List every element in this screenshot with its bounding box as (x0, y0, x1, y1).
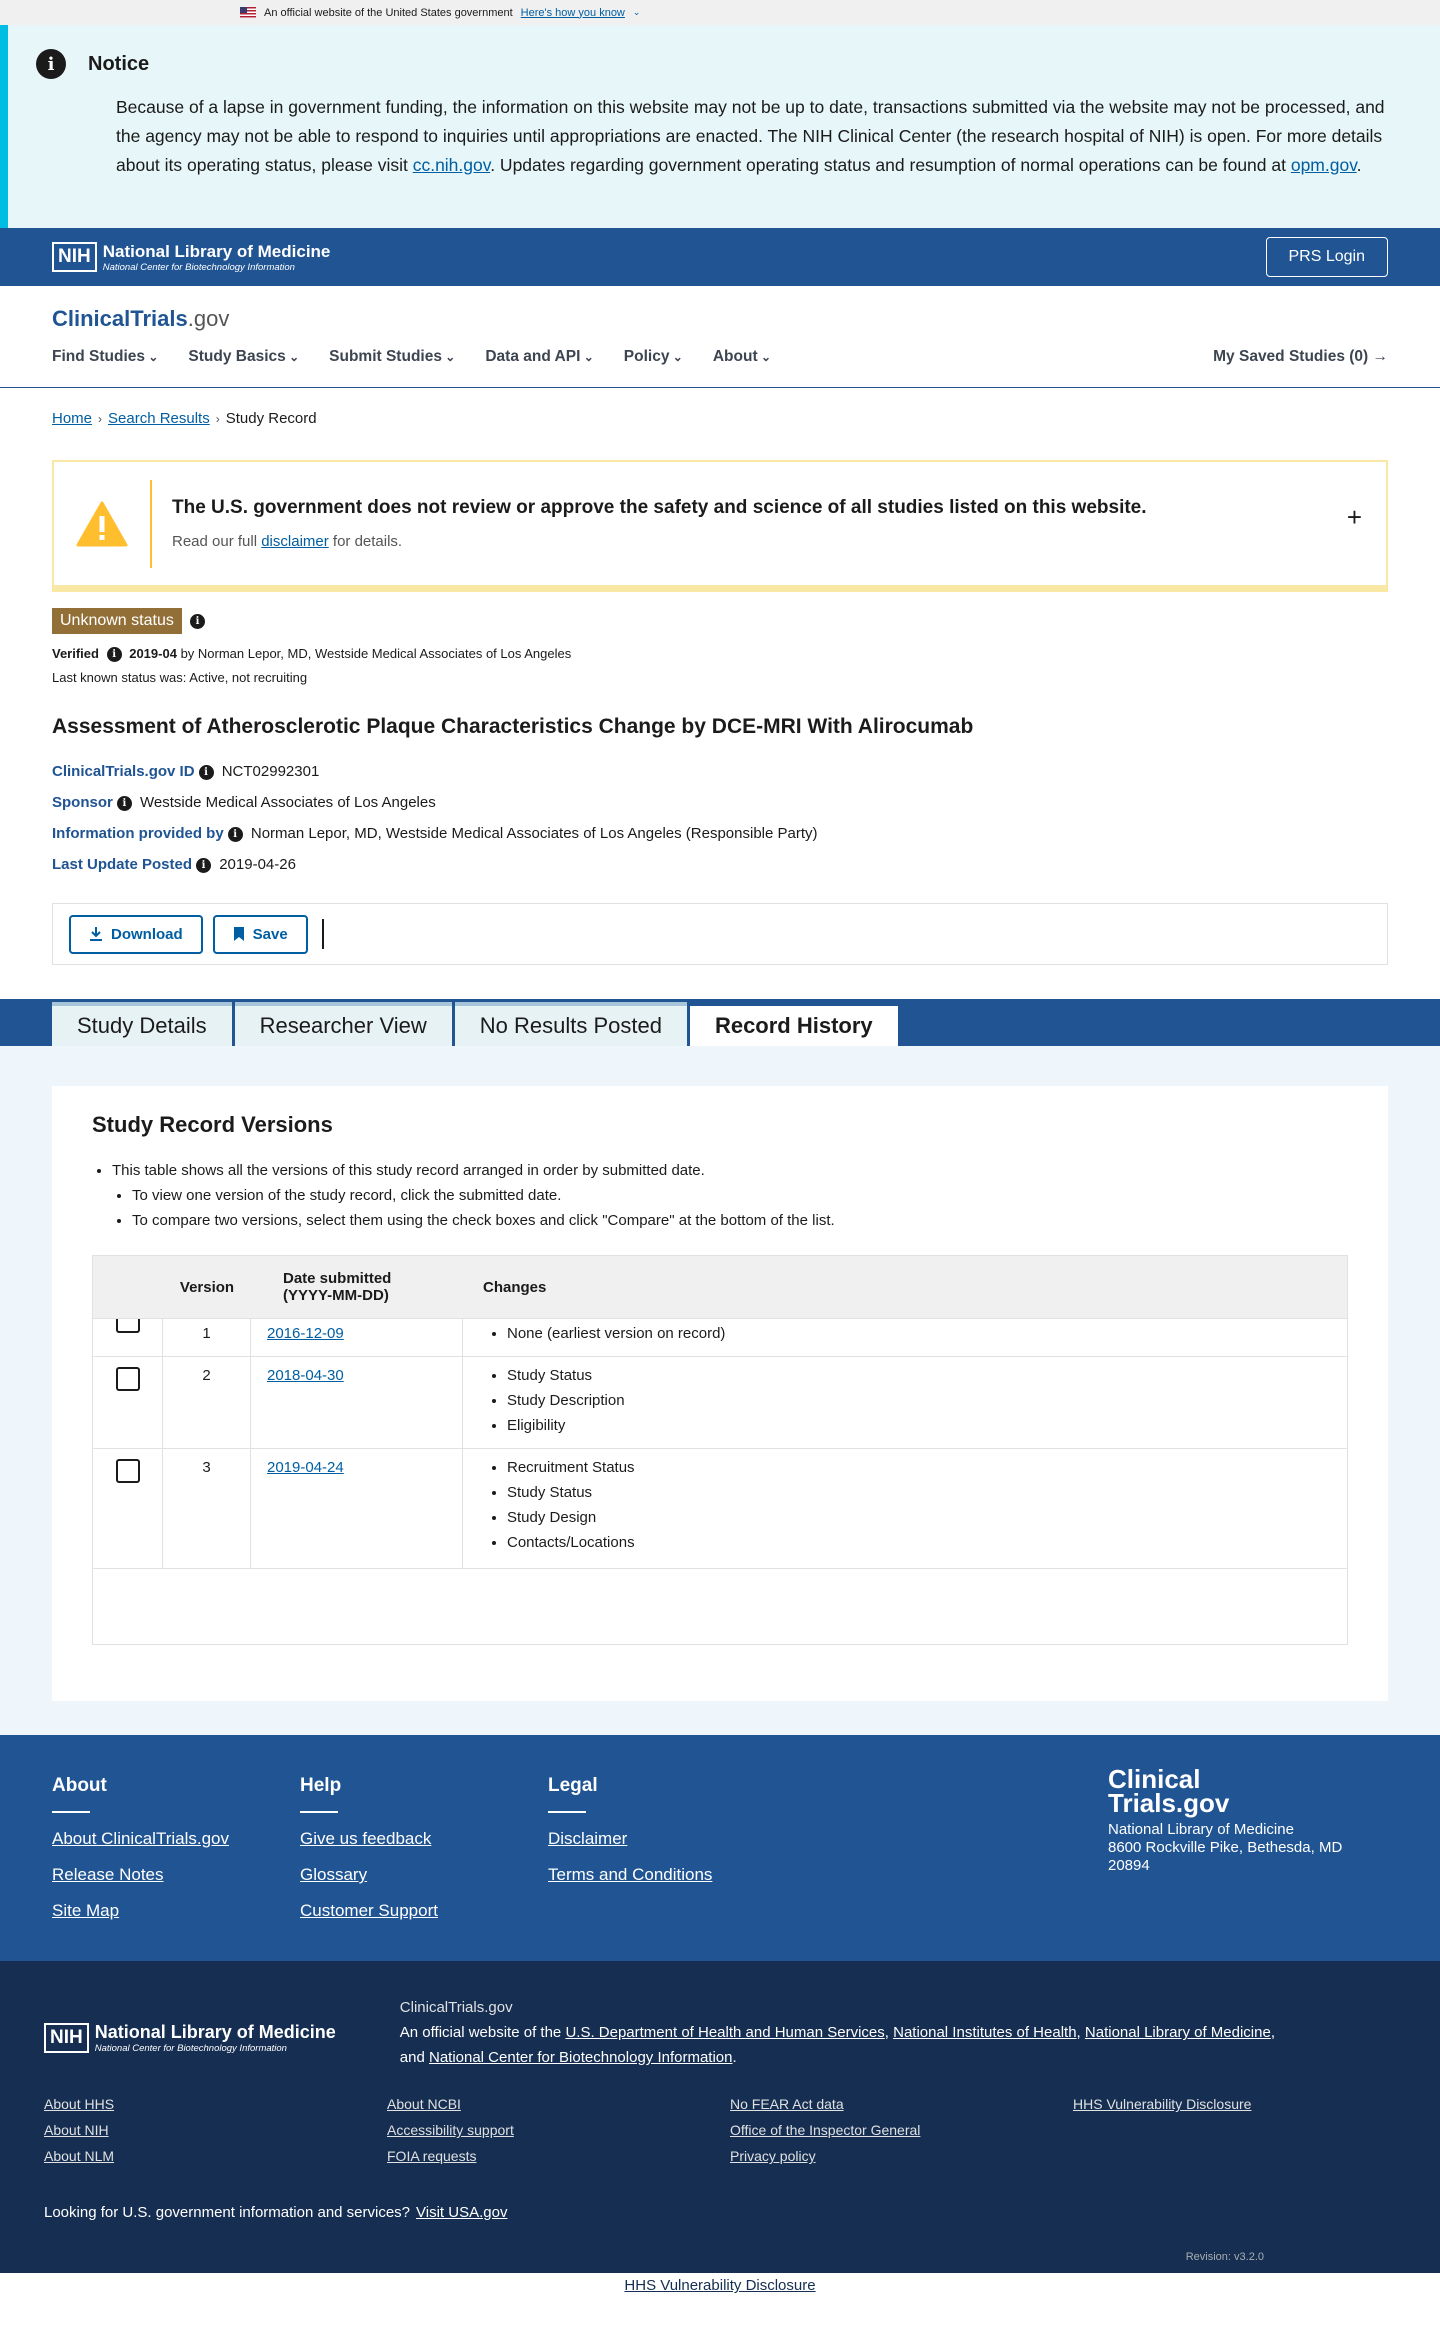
change-item: • Eligibility (507, 1417, 1347, 1434)
header-changes: Changes (483, 1278, 547, 1296)
change-item: • Contacts/Locations (507, 1534, 1347, 1551)
usa-gov-line (44, 2204, 1396, 2221)
disclaimer-text (172, 533, 1147, 550)
status-badge: Unknown status (52, 608, 182, 634)
nlm-title: National Library of Medicine (102, 241, 331, 261)
versions-card (52, 1086, 1388, 1701)
tab-researcher-view[interactable]: Researcher View (235, 1002, 452, 1046)
link-inspector-general[interactable]: Office of the Inspector General (730, 2122, 921, 2139)
info-icon: i (36, 49, 66, 79)
table-header (93, 1256, 1347, 1318)
download-label: Download (111, 925, 183, 943)
tab-study-details[interactable]: Study Details (52, 1002, 232, 1046)
version-number: 3 (163, 1449, 251, 1569)
info-icon[interactable]: i (117, 796, 132, 811)
chevron-down-icon: ⌄ (632, 7, 641, 17)
identifier-footer (0, 1961, 1440, 2273)
notice-alert (0, 25, 1440, 228)
footer-link-support[interactable]: Customer Support (300, 1901, 438, 1921)
warning-icon (76, 501, 128, 547)
footer-about (52, 1775, 300, 1933)
nav-find-studies[interactable]: Find Studies ⌄ (52, 348, 158, 366)
breadcrumb-search-results[interactable]: Search Results (108, 410, 210, 427)
info-icon[interactable]: i (199, 765, 214, 780)
us-flag-icon (240, 7, 256, 18)
last-update-label: Last Update Posted (52, 856, 193, 874)
table-footer-area (93, 1568, 1347, 1644)
info-provided-row (52, 825, 1388, 842)
versions-title: Study Record Versions (92, 1112, 333, 1138)
prs-login-button[interactable]: PRS Login (1266, 237, 1389, 277)
link-about-nih[interactable]: About NIH (44, 2122, 109, 2139)
ncbi-link[interactable]: National Center for Biotechnology Information (428, 2049, 733, 2067)
clinicaltrials-logo[interactable] (52, 306, 1388, 332)
nav-submit-studies[interactable]: Submit Studies ⌄ (329, 348, 455, 366)
sponsor-label: Sponsor (52, 794, 113, 812)
info-provided-value: Norman Lepor, MD, Westside Medical Associates of Los Angeles (Responsible Party) (250, 825, 818, 843)
tab-bar (0, 999, 1440, 1046)
breadcrumb-home[interactable]: Home (52, 410, 93, 427)
how-you-know-link[interactable]: Here's how you know (520, 6, 625, 19)
change-item: • Recruitment Status (507, 1459, 1347, 1476)
version-checkbox[interactable] (116, 1367, 140, 1391)
link-about-nlm[interactable]: About NLM (44, 2148, 115, 2165)
address-line-3: 20894 (1108, 1857, 1150, 1875)
divider (322, 919, 324, 949)
site-footer (0, 1735, 1440, 1961)
save-button[interactable] (213, 915, 308, 954)
link-privacy[interactable]: Privacy policy (730, 2148, 816, 2165)
breadcrumb-current: Study Record (225, 410, 317, 427)
change-item: • None (earliest version on record) (507, 1325, 1347, 1342)
footer-logo[interactable] (1108, 1764, 1342, 1819)
chevron-right-icon: › (215, 412, 220, 426)
logo-suffix: .gov (187, 306, 230, 331)
last-known-status: Last known status was: Active, not recruiting (52, 670, 308, 686)
change-item: • Study Status (507, 1484, 1347, 1501)
last-update-value: 2019-04-26 (219, 856, 296, 874)
info-icon[interactable]: i (190, 614, 205, 629)
nlm-logo[interactable] (52, 242, 330, 273)
disclaimer-pre: Read our full (172, 533, 262, 550)
nav-data-api[interactable]: Data and API ⌄ (485, 348, 593, 366)
nav-about[interactable]: About ⌄ (713, 348, 771, 366)
notice-text-1: Because of a lapse in government funding, the information on this website may not be up to date, transactions submitted via the website may not be processed, and the agency may not be able to respond to inquiries until appropriations are enacted. The NIH Clinical Center (the research hospital of NIH) is open. For more details about its operating status, please visit (116, 97, 1385, 175)
last-update-row (52, 856, 1388, 873)
table-row (93, 1356, 1347, 1448)
official-pre: An official website of the (399, 2024, 566, 2042)
footer-link-site-map[interactable]: Site Map (52, 1901, 120, 1921)
bookmark-icon (233, 926, 245, 942)
revision-label: Revision: v3.2.0 (1185, 2251, 1264, 2264)
instruction-main (112, 1162, 1348, 1229)
footer-nlm-subtitle: National Center for Biotechnology Information (94, 2042, 287, 2054)
saved-label: My Saved Studies (0) (1213, 348, 1369, 365)
expand-plus-icon[interactable]: + (1346, 502, 1362, 532)
disclaimer-alert (52, 460, 1388, 592)
usa-gov-link[interactable]: Visit USA.gov (416, 2204, 508, 2222)
verified-by: by Norman Lepor, MD, Westside Medical Associates of Los Angeles (180, 646, 572, 661)
info-provided-label: Information provided by (52, 825, 224, 843)
link-about-ncbi[interactable]: About NCBI (387, 2096, 461, 2113)
nav-policy[interactable]: Policy ⌄ (624, 348, 683, 366)
footer-link-release-notes[interactable]: Release Notes (52, 1865, 164, 1885)
version-number: 1 (163, 1319, 251, 1360)
gov-banner-text: An official website of the United States government (264, 6, 513, 19)
address-line-1: National Library of Medicine (1108, 1821, 1294, 1839)
versions-table (92, 1255, 1348, 1645)
footer-address (1108, 1821, 1342, 1875)
nih-logo-box: NIH (52, 242, 97, 272)
footer-link-terms[interactable]: Terms and Conditions (548, 1865, 713, 1885)
hhs-vulnerability-link[interactable]: HHS Vulnerability Disclosure (624, 2277, 816, 2295)
footer-legal-title: Legal (548, 1775, 598, 1797)
download-button[interactable] (69, 915, 203, 954)
table-row (93, 1318, 1347, 1356)
verified-date: 2019-04 (129, 646, 177, 661)
version-date-link[interactable]: 2018-04-30 (267, 1367, 344, 1385)
save-label: Save (252, 925, 288, 943)
download-icon (89, 926, 103, 942)
address-line-2: 8600 Rockville Pike, Bethesda, MD (1108, 1839, 1343, 1857)
change-item: • Study Status (507, 1367, 1347, 1384)
link-no-fear[interactable]: No FEAR Act data (730, 2096, 844, 2113)
footer-brand (1108, 1764, 1343, 1875)
bottom-link-bar (0, 2273, 1440, 2297)
header-date-line1: Date submitted (283, 1270, 392, 1288)
footer-nih-box: NIH (44, 2023, 89, 2053)
info-icon[interactable]: i (228, 827, 243, 842)
info-icon[interactable]: i (107, 647, 122, 662)
link-hhs-vulnerability[interactable]: HHS Vulnerability Disclosure (1073, 2096, 1252, 2113)
verified-label: Verified (52, 646, 99, 661)
disclaimer-title: The U.S. government does not review or approve the safety and science of all studies listed on this website. (172, 497, 1147, 518)
footer-link-feedback[interactable]: Give us feedback (300, 1829, 432, 1849)
instruction-sub-2: • To compare two versions, select them using the check boxes and click "Compare" at the bottom of the list. (132, 1212, 1348, 1229)
info-icon[interactable]: i (196, 858, 211, 873)
notice-text-2: . Updates regarding government operating status and resumption of normal operations can be found at (490, 155, 1291, 175)
nlm-bar (0, 228, 1440, 286)
nct-id-row (52, 763, 1388, 780)
nlm-link[interactable]: National Library of Medicine (1084, 2024, 1271, 2042)
header-date (251, 1270, 463, 1304)
nav-study-basics[interactable]: Study Basics ⌄ (188, 348, 299, 366)
opm-link[interactable]: opm.gov (1290, 155, 1357, 175)
footer-about-title: About (52, 1775, 107, 1797)
action-bar (52, 903, 1388, 965)
footer-agency-links (44, 2096, 1396, 2164)
study-title: Assessment of Atherosclerotic Plaque Characteristics Change by DCE-MRI With Alirocumab (52, 715, 974, 739)
header-version: Version (179, 1278, 235, 1296)
footer-nlm-logo[interactable] (44, 2005, 336, 2070)
version-checkbox[interactable] (116, 1459, 140, 1483)
version-checkbox[interactable] (116, 1319, 140, 1333)
version-date-link[interactable]: 2016-12-09 (267, 1325, 344, 1343)
disclaimer-post: for details. (328, 533, 403, 550)
footer-link-disclaimer[interactable]: Disclaimer (548, 1829, 628, 1849)
footer-help (300, 1775, 548, 1933)
table-row (93, 1448, 1347, 1568)
link-accessibility[interactable]: Accessibility support (387, 2122, 514, 2139)
nct-id-value: NCT02992301 (221, 763, 320, 781)
versions-instructions (92, 1162, 1348, 1229)
version-number: 2 (163, 1357, 251, 1452)
tab-no-results-posted[interactable]: No Results Posted (455, 1002, 687, 1046)
footer-logo-line1: Clinical (1108, 1764, 1201, 1795)
footer-site-name: ClinicalTrials.gov (399, 1999, 513, 2017)
header-date-line2: (YYYY-MM-DD) (283, 1287, 389, 1305)
notice-body (116, 93, 1388, 180)
gov-banner (0, 0, 1440, 25)
footer-link-about-ct[interactable]: About ClinicalTrials.gov (52, 1829, 229, 1849)
link-foia[interactable]: FOIA requests (387, 2148, 477, 2165)
and-text: and (399, 2049, 429, 2067)
record-history-panel (0, 1046, 1440, 1735)
link-about-hhs[interactable]: About HHS (44, 2096, 115, 2113)
instruction-sub-1: • To view one version of the study record, click the submitted date. (132, 1187, 1348, 1204)
logo-main: ClinicalTrials (52, 306, 188, 331)
footer-link-glossary[interactable]: Glossary (300, 1865, 368, 1885)
nlm-subtitle: National Center for Biotechnology Information (102, 261, 295, 273)
cc-nih-link[interactable]: cc.nih.gov (412, 155, 491, 175)
footer-help-title: Help (300, 1775, 342, 1797)
change-item: • Study Design (507, 1509, 1347, 1526)
official-website-text: ClinicalTrials.gov An official website of the U.S. Department of Health and Human Services, National Institutes of Health, National Library of Medicine, and National Center for Biotechnology Information. (400, 1995, 1275, 2070)
main-nav (52, 348, 771, 366)
notice-text-3: . (1356, 155, 1362, 175)
disclaimer-link[interactable]: disclaimer (261, 533, 329, 550)
chevron-right-icon: › (98, 412, 103, 426)
nct-id-label: ClinicalTrials.gov ID (52, 763, 195, 781)
arrow-right-icon: → (1372, 348, 1388, 365)
footer-legal (548, 1775, 796, 1933)
site-header (0, 286, 1440, 388)
notice-title: Notice (88, 52, 150, 75)
verified-line (52, 646, 1388, 662)
usa-text: Looking for U.S. government information and services? (44, 2204, 411, 2222)
study-header (0, 592, 1440, 873)
hhs-link[interactable]: U.S. Department of Health and Human Services (565, 2024, 885, 2042)
sponsor-value: Westside Medical Associates of Los Angeles (140, 794, 436, 812)
nih-link[interactable]: National Institutes of Health (893, 2024, 1077, 2042)
footer-nlm-title: National Library of Medicine (94, 2021, 336, 2042)
my-saved-studies-link[interactable] (1213, 348, 1388, 366)
footer-logo-line2: Trials.gov (1108, 1788, 1230, 1819)
breadcrumb (0, 388, 1440, 446)
change-item: • Study Description (507, 1392, 1347, 1409)
sponsor-row (52, 794, 1388, 811)
instruction-main-text: This table shows all the versions of this study record arranged in order by submitted date. (112, 1162, 705, 1180)
tab-record-history[interactable]: Record History (690, 1002, 898, 1046)
version-date-link[interactable]: 2019-04-24 (267, 1459, 344, 1477)
